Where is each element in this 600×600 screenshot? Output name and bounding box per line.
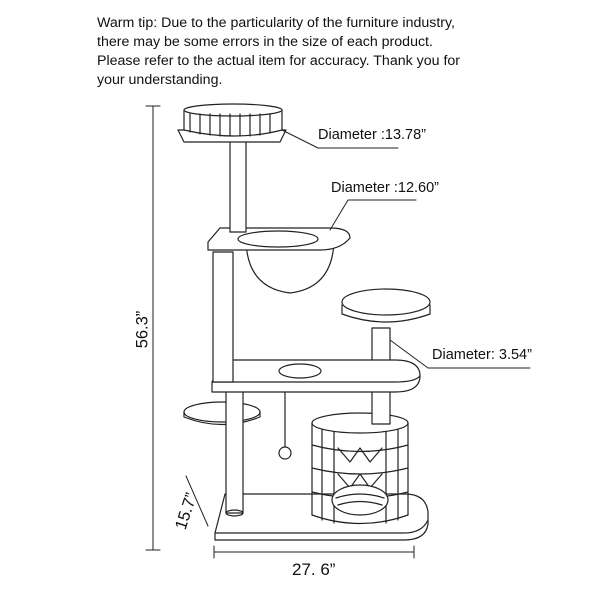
width-dimension-line: [214, 546, 414, 558]
right-round-perch: [342, 289, 430, 322]
upper-sisal-post: [230, 140, 246, 232]
callout-hammock-diameter: Diameter :12.60”: [331, 180, 439, 196]
depth-dimension-label: 15.7”: [171, 490, 201, 533]
height-dimension-label: 56.3”: [133, 310, 152, 349]
callout-top-perch-diameter: Diameter :13.78”: [318, 127, 426, 143]
dangling-ball-toy: [279, 390, 291, 459]
hammock-platform: [208, 228, 350, 250]
warm-tip-line: Warm tip: Due to the particularity of the furniture industry,: [97, 15, 455, 31]
callout-post-diameter: Diameter: 3.54”: [432, 347, 532, 363]
middle-sisal-post: [213, 252, 233, 382]
warm-tip-line: there may be some errors in the size of each product.: [97, 34, 433, 50]
middle-platform: [212, 360, 420, 392]
width-dimension-label: 27. 6”: [292, 560, 336, 579]
warm-tip-line: your understanding.: [97, 72, 223, 88]
lower-left-post: [226, 390, 243, 516]
callout-leader-hammock: [330, 200, 416, 230]
warm-tip-line: Please refer to the actual item for accuracy. Thank you for: [97, 53, 461, 69]
top-perch: [178, 104, 286, 142]
side-step-perch: [184, 402, 260, 425]
